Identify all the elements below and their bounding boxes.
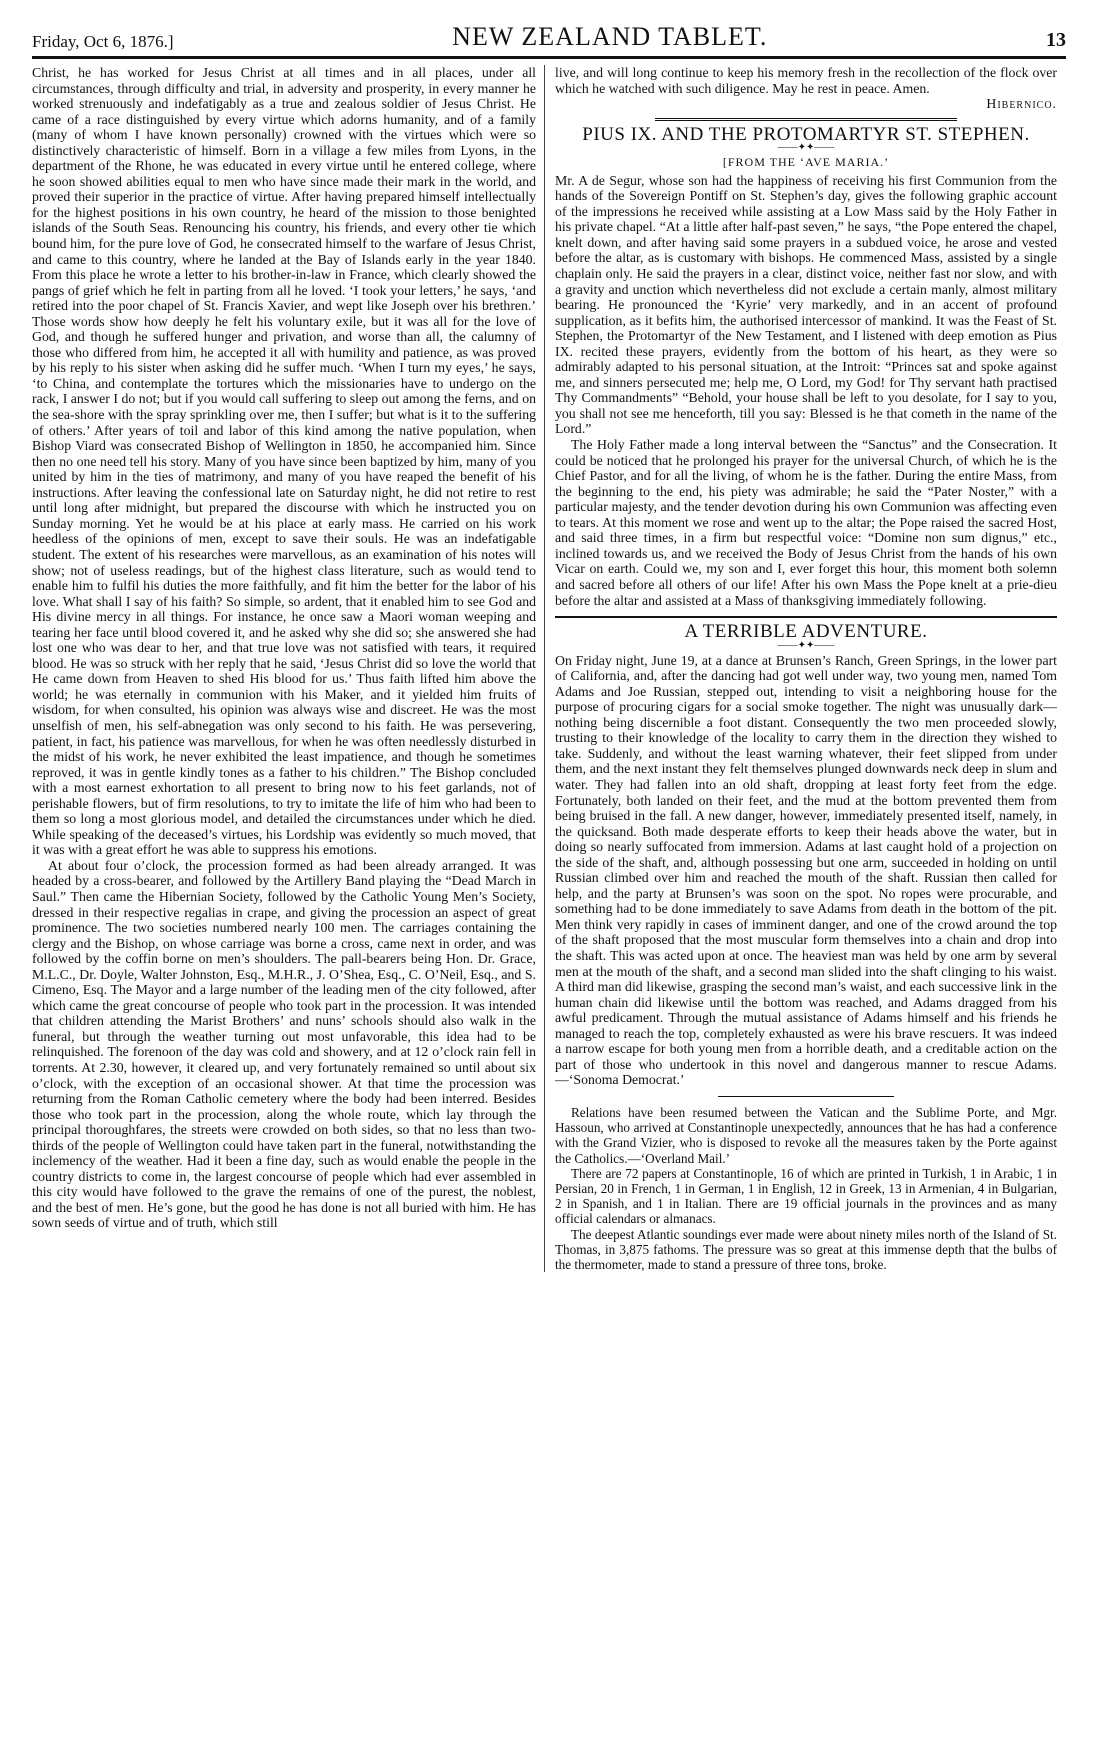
signature: Hibernico. [986,96,1057,112]
newspaper-title: NEW ZEALAND TABLET. [452,22,768,51]
article-source: [FROM THE ‘AVE MARIA.’ [722,155,890,170]
issue-date: Friday, Oct 6, 1876.] [32,32,174,51]
page-number: 13 [1046,29,1066,51]
masthead-rule [32,56,1066,59]
note-papers: There are 72 papers at Constantinople, 16 of which are printed in Turkish, 1 in Arabic, 1 in Persian, 20 in French, 1 in German, 1 in English, 12 in Greek, 13 in Armenian, 4 in Bulgarian, 2 in Spanish, and 1 in Italian. There are 19 official journals in the provinces and as many official calendars or almanacs. [555,1165,1057,1227]
pius-paragraph-1: Mr. A de Segur, whose son had the happiness of receiving his first Communion from the hands of the Sovereign Pontiff on St. Stephen’s day, gives the following graphic account of the impressions he received while assisting at a Low Mass said by the Holy Father in his private chapel. “At a little after half-past seven,” he says, “the Pope entered the chapel, knelt down, and after having said some prayers in a subdued voice, he arose and vested before the altar, as is customary with bishops. He commenced Mass, assisted by a single chaplain only. He said the prayers in a clear, distinct voice, neither fast nor slow, and with a gravity and unction which nevertheless did not exclude a certain manly, almost military bearing. He pronounced the ‘Kyrie’ very markedly, and in an accent of profound supplication, as it befits him, the authorised intercessor of mankind. It was the Feast of St. Stephen, the Protomartyr of the New Testament, and I listened with deep emotion as Pius IX. recited these prayers, evidently from the bottom of his heart, as they were so admirably adapted to his personal situation, at the Introit: “Princes sat and spoke against me, and sinners persecuted me; help me, O Lord, my God! for Thy servant hath practised Thy Commandments” “Behold, your house shall be left to you desolate, for I say to you, you shall not see me henceforth, till you say: Blessed is he that cometh in the name of the Lord.” [555,172,1057,437]
left-column [32,65,544,1272]
headline-pius: PIUS IX. AND THE PROTOMARTYR ST. STEPHEN. [582,123,1030,145]
note-vatican: Relations have been resumed between the Vatican and the Sublime Porte, and Mgr. Hassoun, who arrived at Constantinople unexpectedly, announces that he has had a conference with the Grand Vizier, who is disposed to revoke all the measures taken by the Porte against the Catholics.—‘Overland Mail.’ [555,1104,1057,1166]
ornament-divider: ——✦✦—— [777,142,835,154]
right-column [545,65,1057,1272]
columns [32,65,1066,1272]
note-soundings: The deepest Atlantic soundings ever made were about ninety miles north of the Island of St. Thomas, in 3,875 fathoms. The pressure was so great at this immense depth that the bulbs of the thermometer, made to stand a pressure of three tons, broke. [555,1226,1057,1272]
masthead [32,22,1066,52]
obituary-paragraph-2: At about four o’clock, the procession formed as had been already arranged. It was headed by a cross-bearer, and followed by the Artillery Band playing the “Dead March in Saul.” Then came the Hibernian Society, followed by the Catholic Young Men’s Society, dressed in their respective regalias in crape, and giving the procession an aspect of great prominence. The two societies numbered nearly 100 men. The carriages containing the clergy and the Bishop, on whose carriage was borne a cross, came next in order, and was followed by the coffin borne on men’s shoulders. The pall-bearers being Hon. Dr. Grace, M.L.C., Dr. Doyle, Walter Johnston, Esq., M.H.R., J. O’Shea, Esq., C. O’Neil, Esq., and S. Cimeno, Esq. The Mayor and a large number of the leading men of the city followed, after which came the great concourse of people who took part in the procession. It was intended that children attending the Marist Brothers’ and nuns’ schools should also walk in the funeral, but through the weather turning out most unfavorable, this idea had to be relinquished. The forenoon of the day was cold and showery, and at 12 o’clock rain fell in torrents. At 2.30, however, it cleared up, and very fortunately remained so until about six o’clock, with the exception of an occasional shower. At that time the procession was returning from the Roman Catholic cemetery where the body had been interred. Besides those who took part in the procession, along the whole route, which lay through the principal thoroughfares, the streets were crowded on both sides, so that no less than two-thirds of the people of Wellington could have taken part in the funeral, notwithstanding the inclemency of the weather. Had it been a fine day, such as would enable the people in the country districts to come in, the largest concourse of people which had ever assembled in this city would have followed to the grave the remains of one of the purest, the noblest, and the best of men. He’s gone, but the good he has done is not all buried with him. He has sown seeds of virtue and of truth, which still [32,857,536,1231]
news-notes [555,1105,1057,1272]
obituary-continuation: live, and will long continue to keep his memory fresh in the recollection of the flock over which he watched with such diligence. May he rest in peace. Amen. [555,65,1057,96]
adventure-paragraph: On Friday night, June 19, at a dance at Brunsen’s Ranch, Green Springs, in the lower part of California, and, after the dancing had got well under way, two young men, named Tom Adams and Joe Russian, stepped out, intending to visit a neighboring house for the purpose of procuring cigars for a social smoke together. The night was unusually dark—nothing being discernible a foot distant. Consequently the two men proceeded slowly, trusting to their knowledge of the locality to carry them in the direction they wished to take. Suddenly, and without the least warning whatever, their feet slipped from under them, and the next instant they felt themselves plunged downwards neck deep in slum and water. They had fallen into an old shaft, dropping at least forty feet from the edge. Fortunately, both landed on their feet, and the mud at the bottom prevented them from being bruised in the fall. A new danger, however, immediately presented itself, namely, in the quicksand. Both made desperate efforts to keep their heads above the water, but in doing so nearly suffocated from immersion. Adams at last caught hold of a projection on the side of the shaft, and, although possessing but one arm, succeeded in holding on until Russian climbed over him and reached the mouth of the shaft. Russian then called for help, and the party at Brunsen’s was soon on the spot. No ropes were procurable, and something had to be done immediately to save Adams from death in the bottom of the pit. Men think very rapidly in cases of imminent danger, and one of the crowd around the top of the shaft proposed that the most muscular form themselves into a chain and drop into the shaft. This was acted upon at once. The heaviest man was held by one arm by several men at the mouth of the shaft, and a second man slided into the shaft clinging to his waist. A third man did likewise, grasping the second man’s waist, and each successive link in the human chain did likewise until the bottom was reached, and Adams dragged from his awful predicament. Through the mutual assistance of Adams himself and his friends he managed to reach the top, completely exhausted as were his brave rescuers. It was indeed a narrow escape for both young men from a horrible death, and a creditable action on the part of those who undertook in this novel and dangerous manner to rescue Adams.—‘Sonoma Democrat.’ [555,652,1057,1088]
obituary-paragraph-1: Christ, he has worked for Jesus Christ at all times and in all places, under all circumstances, through difficulty and trial, in adversity and prosperity, in every manner he worked strenuously and indefatigably as a true and zealous soldier of Jesus Christ. He came of a race distinguished by every virtue which adorns humanity, and of a family (many of whom I have known personally) crowned with the virtues which were so distinctively characteristic of himself. Born in a village a few miles from Lyons, in the department of the Rhone, he was educated in every virtue until he entered college, where he soon showed abilities equal to men who have since made their mark in the world, and proved their superior in the practice of virtue. After having prepared himself intellectually for the highest positions in his own country, he heard of the mission to those benighted islands of the South Seas. Renouncing his country, his friends, and every other tie which bound him, for the pure love of God, he consecrated himself to the warfare of Jesus Christ, and came to this country, where he landed at the Bay of Islands early in the year 1840. From this place he wrote a letter to his brother-in-law in France, which clearly showed the pangs of grief which he felt in parting from all he loved. ‘I took your letters,’ he says, ‘and retired into the poor chapel of St. Francis Xavier, and wept like Joseph over his brethren.’ Those words show how deeply he felt his voluntary exile, but it was all for the love of God, and though he suffered hunger and privation, and worse than all, the calumny of those who differed from him, he accepted it all with humility and patience, as was proved by his reply to his sister when asking did he suffer much. ‘When I turn my eyes,’ he says, ‘to China, and contemplate the tortures which the missionaries have to undergo on the rack, I answer I do not; but if you would call suffering to sleep out among the ferns, and on the sea-shore with the spray sprinkling over me, then I suffer; but what is it to the suffering of others.’ After years of toil and labor of this kind among the native population, when Bishop Viard was consecrated Bishop of Wellington in 1850, he accompanied him. Since then no one need tell his story. Many of you have since been baptized by him, many of you united by him in the ties of matrimony, and many of you have reaped the benefit of his instructions. After leaving the confessional late on Saturday night, he did not retire to rest until long after midnight, but prepared the discourse with which he instructed you on Sunday morning. Yet he would be at his place at early mass. He carried on his work heedless of the opinions of men, except to save their souls. He was an indefatigable student. The extent of his researches were marvellous, as an examination of his notes will show; not of useless readings, but of the highest class literature, such as would tend to enable him to fulfil his duties the more faithfully, and fit him the better for the labor of his love. What shall I say of his faith? So simple, so ardent, that it enabled him to see God and His divine mercy in all things. For instance, he once saw a Maori woman weeping and tearing her face until blood covered it, and he asked why she did so; she answered she had lost one who was dear to her, and that true love was not satisfied with tears, it required blood. He was so struck with her reply that he said, ‘Jesus Christ did so love the world that He came down from Heaven to shed His blood for us.’ Thus faith lifted him above the world; he was eternally in communion with his Maker, and it yielded him fruits of wisdom, for when consulted, his opinion was always wise and discreet. He was the most unselfish of men, his self-abnegation was only second to his faith. He was persevering, patient, in fact, his patience was marvellous, for when he was often needlessly disturbed in the midst of his work, he never exhibited the least impatience, and though he sometimes reproved, it was in gentle kindly tones as a father to his children.” The Bishop concluded with a most earnest exhortation to all present to bring now to his feet garlands, not of perishable flowers, but of firm resolutions, to try to imitate the life of him who had been to them so long a most glorious model, and detailed the circumstances under which he died. While speaking of the deceased’s virtues, his Lordship was evidently so much moved, that it was with a great effort he was able to suppress his emotions. [32,65,536,858]
headline-adventure: A TERRIBLE ADVENTURE. [684,621,928,643]
pius-paragraph-2: The Holy Father made a long interval between the “Sanctus” and the Consecration. It could be noticed that he prolonged his prayer for the universal Church, of which he is the Chief Pastor, and for all the living, of whom he is the father. During the entire Mass, from the beginning to the end, his piety was admirable; he said the “Pater Noster,” with a particular majesty, and the tender devotion during his own Communion was affecting even to tears. At this moment we rose and went up to the altar; the Pope raised the sacred Host, and said three times, in a firm but respectful voice: “Domine non sum dignus,” etc., inclined towards us, and we received the Body of Jesus Christ from the hands of his own Vicar on earth. Could we, my son and I, ever forget this hour, this moment both solemn and sacred before all others of our life! After his own Mass the Pope knelt at a prie-dieu before the altar and assisted at a Mass of thanksgiving immediately following. [555,437,1057,608]
section-divider [718,1096,894,1097]
signature-line [555,96,1057,112]
section-divider [555,616,1057,618]
ornament-divider: ——✦✦—— [777,639,835,651]
section-divider [655,118,956,121]
